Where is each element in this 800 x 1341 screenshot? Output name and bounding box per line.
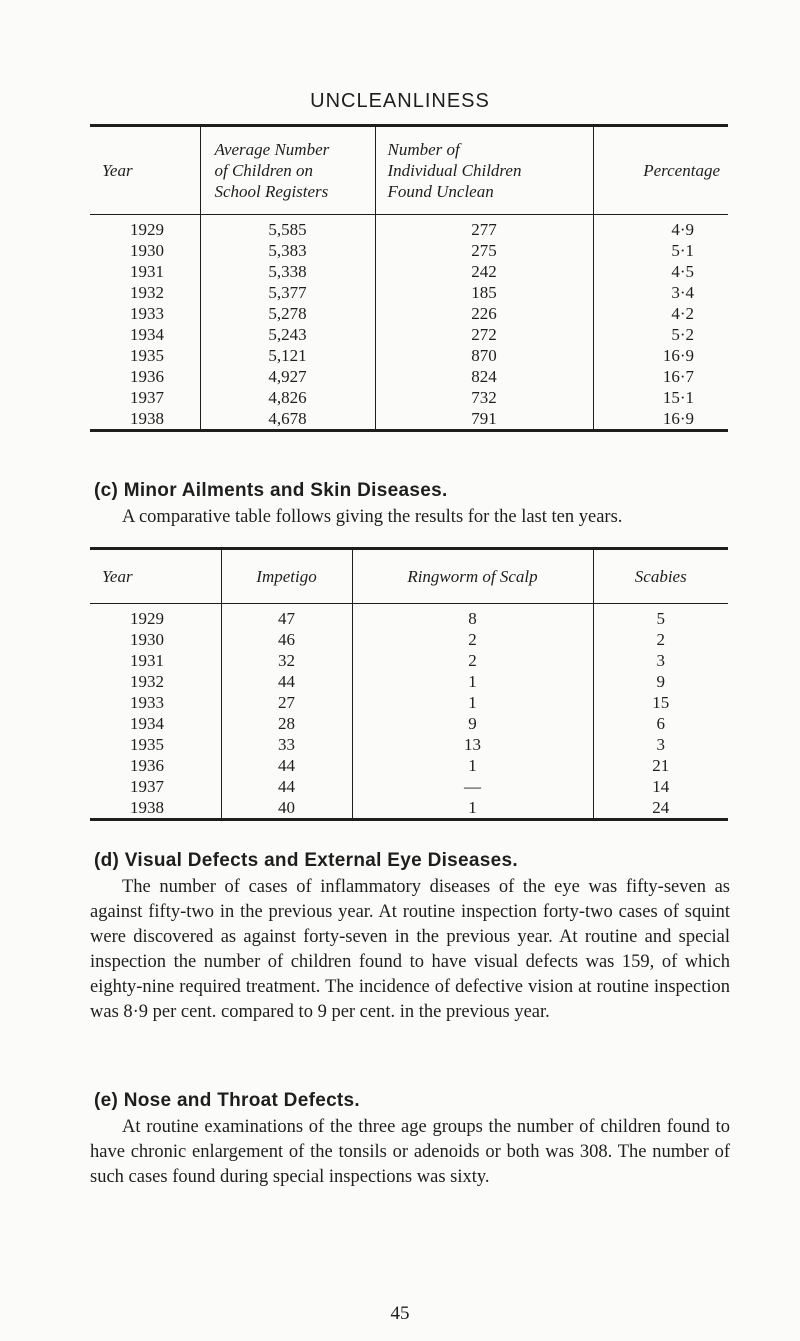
table-cell: 4,678 <box>200 408 375 431</box>
header-year: Year <box>90 549 221 604</box>
table-cell: 1934 <box>130 714 164 733</box>
table-cell: 1935 <box>130 346 164 365</box>
table-cell: 4·5 <box>593 261 728 282</box>
table-cell: 16·9 <box>593 408 728 431</box>
table-cell: 1936 <box>130 367 164 386</box>
table-cell: 275 <box>375 240 593 261</box>
table-cell: 5,377 <box>200 282 375 303</box>
table-cell: 791 <box>375 408 593 431</box>
table-cell: 27 <box>221 692 352 713</box>
table-cell: 732 <box>375 387 593 408</box>
header-year: Year <box>90 126 200 215</box>
table-cell: 1 <box>352 797 593 820</box>
table-row <box>90 604 728 630</box>
header-average-number: Average Number of Children on School Registers <box>200 126 375 215</box>
table-cell: 1937 <box>130 777 164 796</box>
table-cell: 226 <box>375 303 593 324</box>
table-cell: 2 <box>352 629 593 650</box>
table-cell: 1935 <box>130 735 164 754</box>
table-row <box>90 408 728 431</box>
header-ringworm: Ringworm of Scalp <box>352 549 593 604</box>
section-d-heading: (d) Visual Defects and External Eye Diseases. <box>94 850 518 871</box>
table-cell: 1932 <box>130 283 164 302</box>
section-d-text: The number of cases of inflammatory diseases of the eye was fifty-seven as against fifty-two in the previous year. At routine inspection forty-two cases of squint were discovered as against forty-seven in the previous year. At routine and special inspection the number of children found to have visual defects was 159, of which eighty-nine required treatment. The incidence of defective vision at routine inspection was 8·9 per cent. compared to 9 per cent. in the previous year. <box>90 877 730 1022</box>
table-row <box>90 366 728 387</box>
table-cell: 1934 <box>130 325 164 344</box>
table-cell: 15·1 <box>593 387 728 408</box>
table-cell: 14 <box>593 776 728 797</box>
page-title: UNCLEANLINESS <box>310 90 490 112</box>
table-cell: 5,121 <box>200 345 375 366</box>
table-cell: 3 <box>593 734 728 755</box>
table-cell: 1938 <box>130 798 164 817</box>
table-cell: 4·9 <box>593 215 728 241</box>
table-cell: 277 <box>375 215 593 241</box>
table-row <box>90 387 728 408</box>
table-cell: 1929 <box>130 220 164 239</box>
table-cell: 8 <box>352 604 593 630</box>
table-cell: 1 <box>352 755 593 776</box>
table-cell: 5,338 <box>200 261 375 282</box>
section-e-heading: (e) Nose and Throat Defects. <box>94 1090 361 1111</box>
table-body <box>90 215 728 431</box>
table-cell: 9 <box>593 671 728 692</box>
table-cell: 47 <box>221 604 352 630</box>
table-row <box>90 671 728 692</box>
table-cell: 46 <box>221 629 352 650</box>
table-row <box>90 324 728 345</box>
table-cell: 824 <box>375 366 593 387</box>
header-scabies: Scabies <box>593 549 728 604</box>
header-percentage: Percentage <box>593 126 728 215</box>
table-cell: 15 <box>593 692 728 713</box>
table-row <box>90 215 728 241</box>
page-number: 45 <box>390 1303 410 1324</box>
table-cell: 33 <box>221 734 352 755</box>
table-cell: 32 <box>221 650 352 671</box>
table-cell: 272 <box>375 324 593 345</box>
table-cell: 1 <box>352 692 593 713</box>
table-cell: 6 <box>593 713 728 734</box>
table-cell: 1937 <box>130 388 164 407</box>
table-cell: 2 <box>352 650 593 671</box>
table-row <box>90 734 728 755</box>
section-c-text: A comparative table follows giving the results for the last ten years. <box>122 507 623 527</box>
table-row <box>90 776 728 797</box>
table-body <box>90 604 728 820</box>
table-cell: 44 <box>221 776 352 797</box>
section-c-heading: (c) Minor Ailments and Skin Diseases. <box>94 480 448 501</box>
table-row <box>90 755 728 776</box>
table-row <box>90 650 728 671</box>
table-cell: 5,243 <box>200 324 375 345</box>
header-impetigo: Impetigo <box>221 549 352 604</box>
table-cell: — <box>352 776 593 797</box>
table-cell: 28 <box>221 713 352 734</box>
table-cell: 4,927 <box>200 366 375 387</box>
table-row <box>90 629 728 650</box>
section-e-text: At routine examinations of the three age groups the number of children found to have chronic enlargement of the tonsils or adenoids or both was 308. The number of such cases found during special inspections was sixty. <box>90 1117 730 1187</box>
table-cell: 5 <box>593 604 728 630</box>
table-cell: 1931 <box>130 651 164 670</box>
table-cell: 13 <box>352 734 593 755</box>
table-cell: 1933 <box>130 304 164 323</box>
minor-ailments-table <box>90 547 728 821</box>
table-cell: 870 <box>375 345 593 366</box>
table-cell: 16·7 <box>593 366 728 387</box>
uncleanliness-table <box>90 124 728 432</box>
table-cell: 3·4 <box>593 282 728 303</box>
table-cell: 5·1 <box>593 240 728 261</box>
table-header-row <box>90 549 728 604</box>
table-cell: 4,826 <box>200 387 375 408</box>
table-row <box>90 797 728 820</box>
table-cell: 242 <box>375 261 593 282</box>
table-cell: 1929 <box>130 609 164 628</box>
table-row <box>90 282 728 303</box>
table-cell: 1936 <box>130 756 164 775</box>
table-cell: 1933 <box>130 693 164 712</box>
table-header-row <box>90 126 728 215</box>
table-cell: 1931 <box>130 262 164 281</box>
table-cell: 1932 <box>130 672 164 691</box>
table-row <box>90 303 728 324</box>
table-row <box>90 240 728 261</box>
table-cell: 9 <box>352 713 593 734</box>
table-cell: 24 <box>593 797 728 820</box>
table-cell: 185 <box>375 282 593 303</box>
table-cell: 2 <box>593 629 728 650</box>
table-cell: 16·9 <box>593 345 728 366</box>
table-cell: 40 <box>221 797 352 820</box>
table-cell: 1 <box>352 671 593 692</box>
table-cell: 21 <box>593 755 728 776</box>
table-cell: 1930 <box>130 241 164 260</box>
table-row <box>90 713 728 734</box>
table-cell: 4·2 <box>593 303 728 324</box>
table-cell: 5,383 <box>200 240 375 261</box>
table-cell: 3 <box>593 650 728 671</box>
table-cell: 44 <box>221 755 352 776</box>
table-row <box>90 261 728 282</box>
table-cell: 44 <box>221 671 352 692</box>
table-cell: 5,278 <box>200 303 375 324</box>
table-cell: 5·2 <box>593 324 728 345</box>
header-number-unclean: Number of Individual Children Found Unclean <box>375 126 593 215</box>
table-row <box>90 692 728 713</box>
table-cell: 5,585 <box>200 215 375 241</box>
table-row <box>90 345 728 366</box>
table-cell: 1930 <box>130 630 164 649</box>
table-cell: 1938 <box>130 409 164 428</box>
